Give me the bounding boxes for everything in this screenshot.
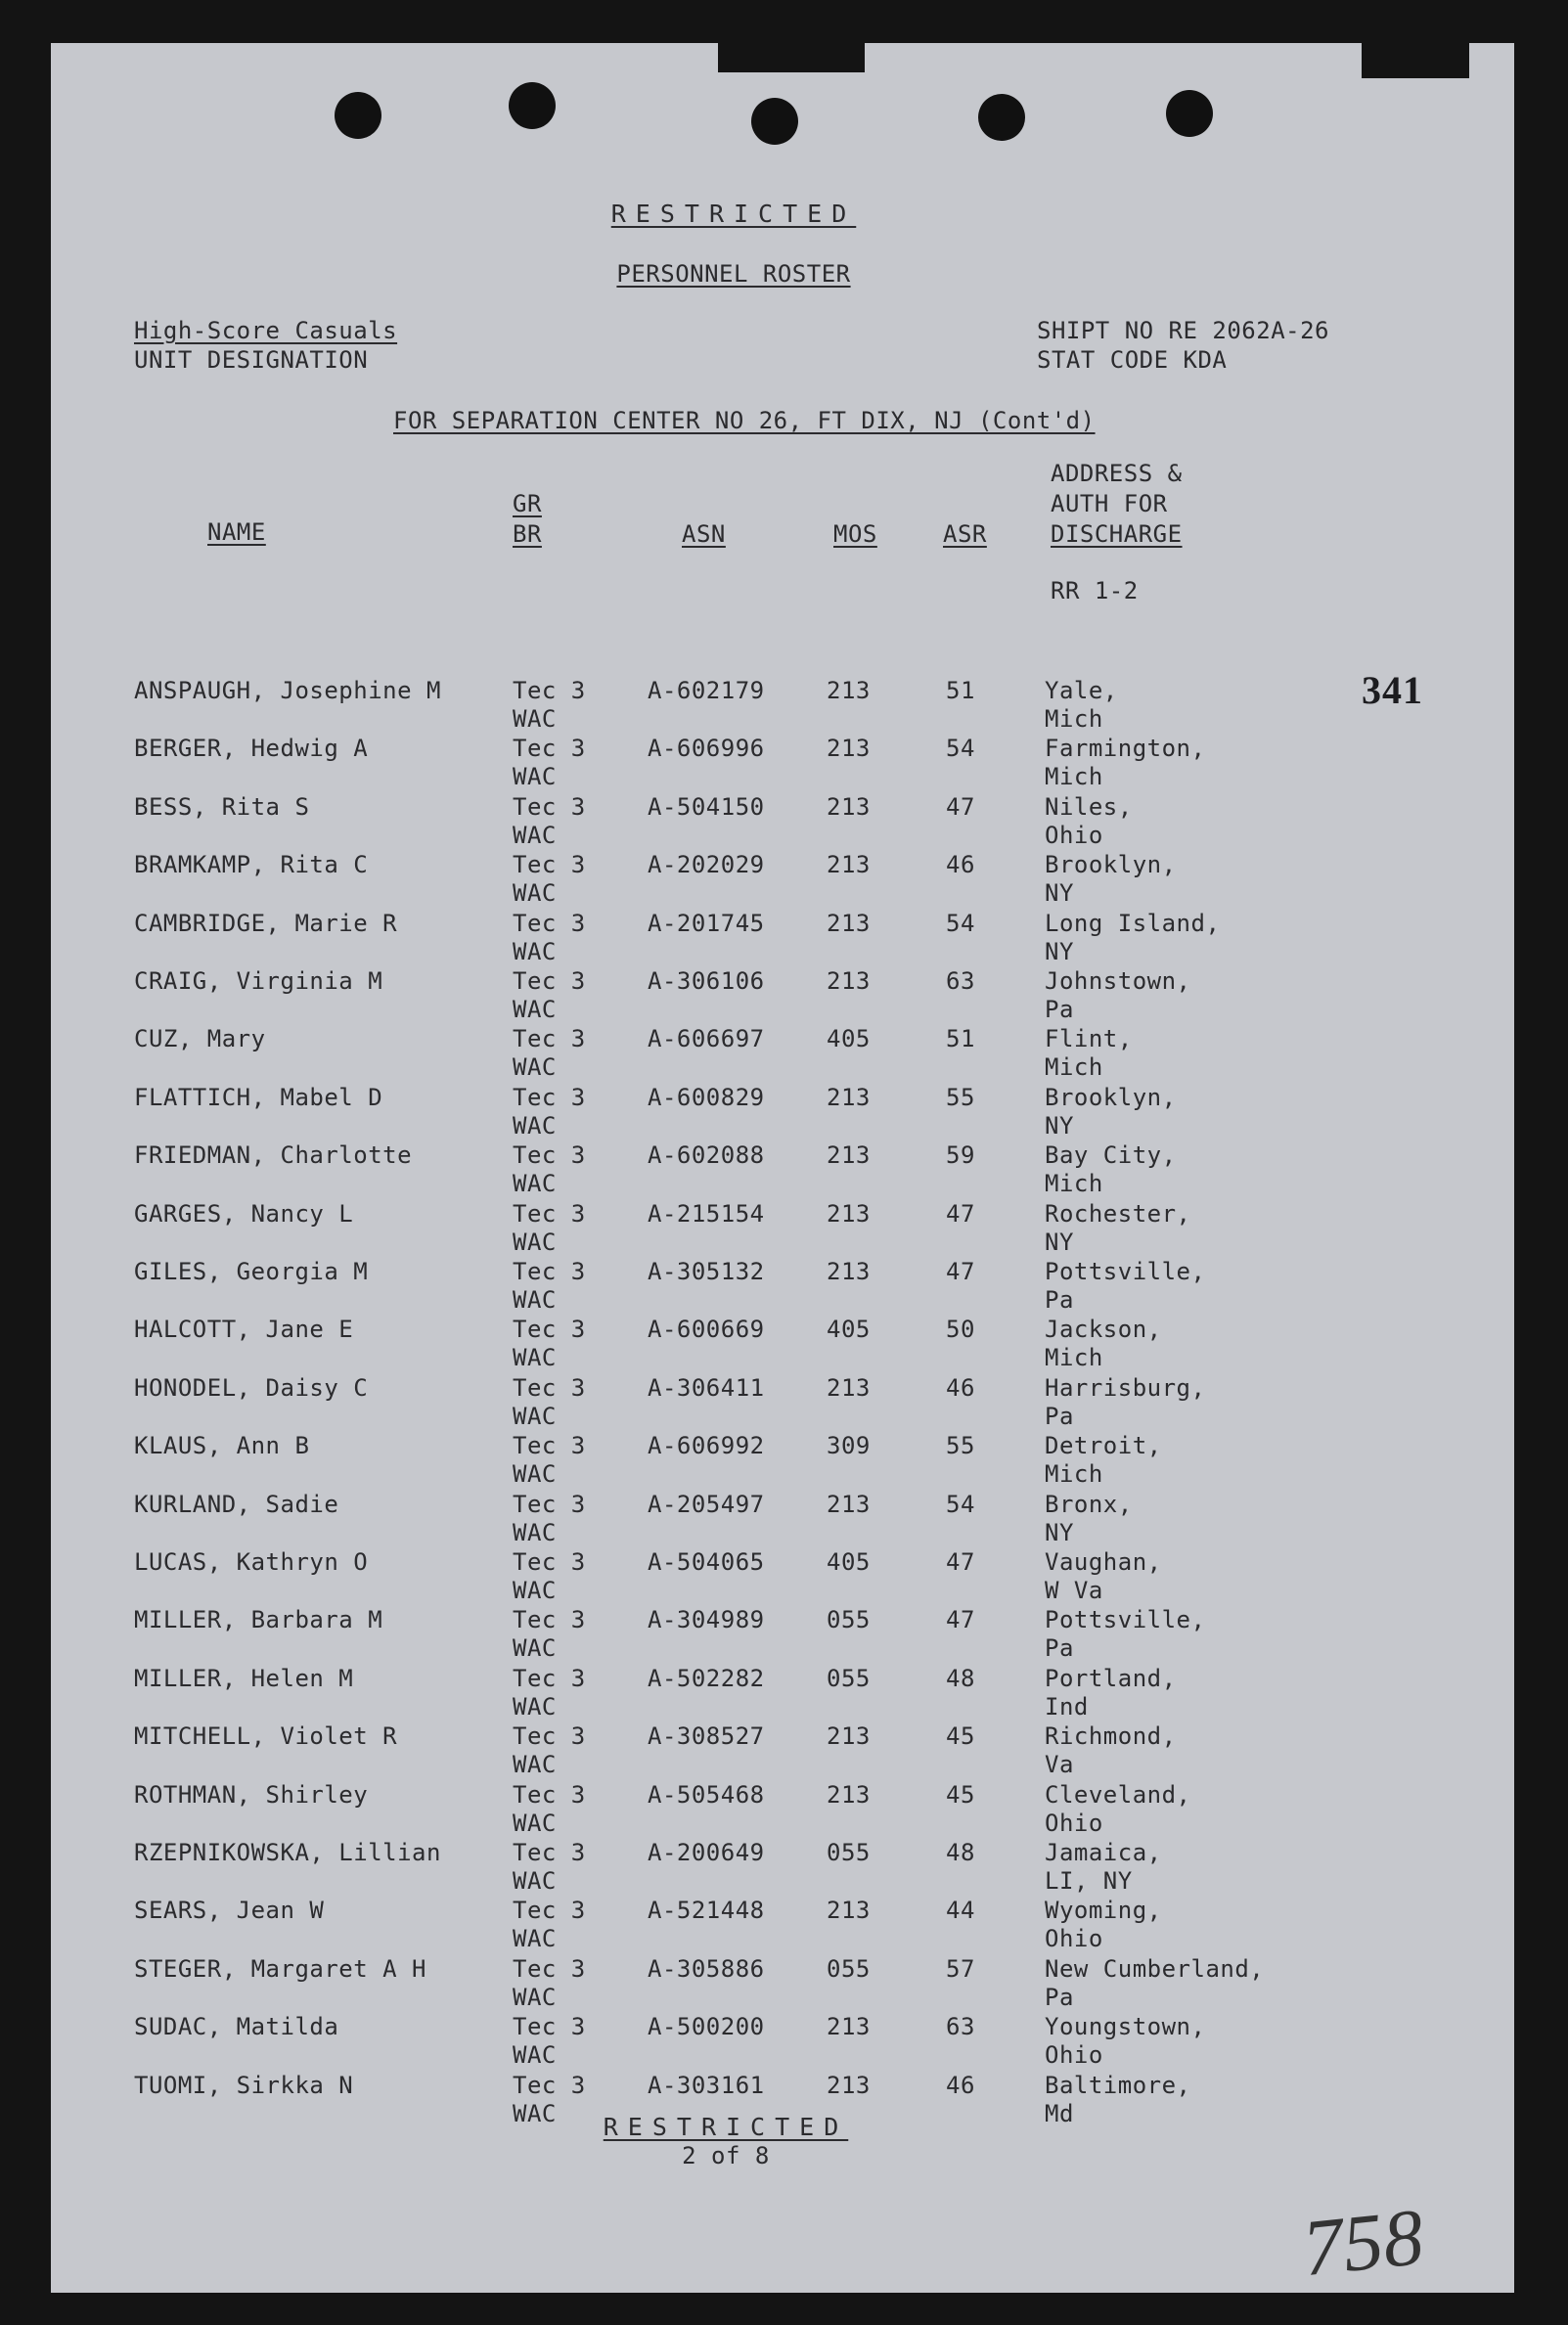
cell-branch: WAC xyxy=(513,1983,557,2011)
cell-asr: 44 xyxy=(946,1897,975,1925)
cell-state: NY xyxy=(1045,1228,1074,1256)
col-header-gr: GR xyxy=(513,490,542,517)
cell-grade: Tec 3 xyxy=(513,1839,586,1866)
cell-branch: WAC xyxy=(513,763,557,791)
cell-state: Ohio xyxy=(1045,1809,1103,1837)
cell-mos: 405 xyxy=(827,1316,871,1344)
table-row xyxy=(51,1141,1514,1200)
table-row xyxy=(51,735,1514,793)
cell-mos: 213 xyxy=(827,1141,871,1170)
cell-asn: A-500200 xyxy=(648,2013,765,2041)
cell-grade: Tec 3 xyxy=(513,1316,586,1344)
cell-state: Ind xyxy=(1045,1692,1089,1721)
cell-asr: 45 xyxy=(946,1780,975,1809)
cell-name: LUCAS, Kathryn O xyxy=(134,1548,369,1576)
table-row xyxy=(51,1025,1514,1084)
cell-name: MITCHELL, Violet R xyxy=(134,1722,398,1751)
cell-asr: 47 xyxy=(946,1258,975,1285)
cell-mos: 213 xyxy=(827,677,871,704)
cell-branch: WAC xyxy=(513,2041,557,2070)
cell-asn: A-305132 xyxy=(648,1258,765,1285)
cell-state: Ohio xyxy=(1045,2041,1103,2070)
cell-grade: Tec 3 xyxy=(513,1722,586,1751)
cell-city: Johnstown, xyxy=(1045,967,1191,995)
cell-mos: 213 xyxy=(827,1083,871,1111)
cell-mos: 213 xyxy=(827,2071,871,2099)
cell-name: HONODEL, Daisy C xyxy=(134,1373,369,1402)
cell-name: ANSPAUGH, Josephine M xyxy=(134,677,441,704)
cell-city: Cleveland, xyxy=(1045,1780,1191,1809)
table-row xyxy=(51,1491,1514,1549)
cell-state: LI, NY xyxy=(1045,1867,1133,1895)
cell-mos: 055 xyxy=(827,1839,871,1866)
cell-state: Pa xyxy=(1045,996,1074,1023)
cell-asr: 54 xyxy=(946,909,975,937)
col-header-br: BR xyxy=(513,520,542,548)
cell-asn: A-504150 xyxy=(648,792,765,821)
cell-branch: WAC xyxy=(513,1286,557,1314)
cell-mos: 213 xyxy=(827,1199,871,1228)
cell-branch: WAC xyxy=(513,1228,557,1256)
cell-asn: A-215154 xyxy=(648,1199,765,1228)
table-row xyxy=(51,967,1514,1026)
cell-mos: 213 xyxy=(827,1258,871,1285)
cell-name: RZEPNIKOWSKA, Lillian xyxy=(134,1839,441,1866)
cell-branch: WAC xyxy=(513,1809,557,1837)
cell-grade: Tec 3 xyxy=(513,1606,586,1634)
cell-state: Pa xyxy=(1045,1286,1074,1314)
cell-grade: Tec 3 xyxy=(513,1490,586,1518)
cell-grade: Tec 3 xyxy=(513,2013,586,2041)
cell-state: NY xyxy=(1045,1518,1074,1546)
cell-name: MILLER, Helen M xyxy=(134,1664,354,1692)
table-row xyxy=(51,793,1514,852)
cell-city: Brooklyn, xyxy=(1045,1083,1177,1111)
cell-asr: 50 xyxy=(946,1316,975,1344)
cell-asn: A-201745 xyxy=(648,909,765,937)
stat-code: STAT CODE KDA xyxy=(1037,346,1228,374)
cell-asn: A-303161 xyxy=(648,2071,765,2099)
cell-grade: Tec 3 xyxy=(513,1432,586,1460)
cell-grade: Tec 3 xyxy=(513,851,586,879)
cell-mos: 213 xyxy=(827,851,871,879)
cell-branch: WAC xyxy=(513,996,557,1023)
cell-asn: A-305886 xyxy=(648,1954,765,1983)
cell-mos: 213 xyxy=(827,2013,871,2041)
cell-city: Bay City, xyxy=(1045,1141,1177,1170)
table-row xyxy=(51,677,1514,736)
cell-branch: WAC xyxy=(513,1170,557,1198)
cell-asr: 46 xyxy=(946,1373,975,1402)
cell-grade: Tec 3 xyxy=(513,1258,586,1285)
cell-asn: A-306106 xyxy=(648,967,765,995)
cell-state: NY xyxy=(1045,1111,1074,1140)
cell-mos: 213 xyxy=(827,1490,871,1518)
cell-name: HALCOTT, Jane E xyxy=(134,1316,354,1344)
cell-asn: A-202029 xyxy=(648,851,765,879)
col-header-asr: ASR xyxy=(943,520,987,548)
cell-grade: Tec 3 xyxy=(513,677,586,704)
cell-grade: Tec 3 xyxy=(513,2071,586,2099)
cell-mos: 213 xyxy=(827,967,871,995)
cell-name: ROTHMAN, Shirley xyxy=(134,1780,369,1809)
unit-designation-label: UNIT DESIGNATION xyxy=(134,346,369,374)
table-row xyxy=(51,1432,1514,1491)
cell-grade: Tec 3 xyxy=(513,1083,586,1111)
table-row xyxy=(51,1722,1514,1781)
cell-asn: A-600829 xyxy=(648,1083,765,1111)
cell-city: Brooklyn, xyxy=(1045,851,1177,879)
cell-city: New Cumberland, xyxy=(1045,1954,1265,1983)
cell-branch: WAC xyxy=(513,705,557,733)
cell-name: BESS, Rita S xyxy=(134,792,310,821)
stamped-number: 341 xyxy=(1362,668,1423,712)
table-row xyxy=(51,1084,1514,1142)
cell-asn: A-505468 xyxy=(648,1780,765,1809)
cell-state: Mich xyxy=(1045,1344,1103,1372)
cell-asn: A-504065 xyxy=(648,1548,765,1576)
cell-asn: A-304989 xyxy=(648,1606,765,1634)
cell-city: Rochester, xyxy=(1045,1199,1191,1228)
cell-city: Flint, xyxy=(1045,1025,1133,1053)
cell-name: BERGER, Hedwig A xyxy=(134,735,369,763)
cell-asr: 54 xyxy=(946,735,975,763)
cell-asn: A-308527 xyxy=(648,1722,765,1751)
cell-branch: WAC xyxy=(513,1867,557,1895)
cell-mos: 213 xyxy=(827,792,871,821)
cell-state: NY xyxy=(1045,937,1074,965)
cell-asn: A-502282 xyxy=(648,1664,765,1692)
cell-state: Mich xyxy=(1045,705,1103,733)
cell-mos: 213 xyxy=(827,1897,871,1925)
cell-asn: A-205497 xyxy=(648,1490,765,1518)
cell-mos: 213 xyxy=(827,1722,871,1751)
table-row xyxy=(51,2013,1514,2072)
cell-mos: 405 xyxy=(827,1548,871,1576)
cell-asn: A-602088 xyxy=(648,1141,765,1170)
cell-name: SUDAC, Matilda xyxy=(134,2013,339,2041)
col-header-address-2: AUTH FOR xyxy=(1051,490,1168,517)
cell-state: Mich xyxy=(1045,1460,1103,1489)
cell-name: GILES, Georgia M xyxy=(134,1258,369,1285)
table-row xyxy=(51,1781,1514,1840)
cell-state: Ohio xyxy=(1045,821,1103,849)
table-row xyxy=(51,1606,1514,1665)
cell-asn: A-600669 xyxy=(648,1316,765,1344)
cell-mos: 309 xyxy=(827,1432,871,1460)
cell-branch: WAC xyxy=(513,1344,557,1372)
cell-state: Va xyxy=(1045,1751,1074,1779)
col-header-asn: ASN xyxy=(682,520,726,548)
cell-name: BRAMKAMP, Rita C xyxy=(134,851,369,879)
cell-asr: 57 xyxy=(946,1954,975,1983)
cell-mos: 405 xyxy=(827,1025,871,1053)
cell-state: Pa xyxy=(1045,1983,1074,2011)
cell-branch: WAC xyxy=(513,1402,557,1430)
torn-edge-top-right xyxy=(1362,43,1469,78)
cell-branch: WAC xyxy=(513,1751,557,1779)
cell-asn: A-606996 xyxy=(648,735,765,763)
cell-grade: Tec 3 xyxy=(513,1780,586,1809)
table-row xyxy=(51,851,1514,910)
cell-asr: 45 xyxy=(946,1722,975,1751)
cell-city: Wyoming, xyxy=(1045,1897,1162,1925)
cell-branch: WAC xyxy=(513,1111,557,1140)
cell-city: Detroit, xyxy=(1045,1432,1162,1460)
cell-branch: WAC xyxy=(513,937,557,965)
cell-asn: A-606992 xyxy=(648,1432,765,1460)
cell-name: CRAIG, Virginia M xyxy=(134,967,383,995)
table-row xyxy=(51,1839,1514,1898)
col-header-name: NAME xyxy=(207,518,266,546)
cell-branch: WAC xyxy=(513,2099,557,2127)
cell-asr: 46 xyxy=(946,851,975,879)
cell-asn: A-602179 xyxy=(648,677,765,704)
cell-city: Richmond, xyxy=(1045,1722,1177,1751)
cell-name: CUZ, Mary xyxy=(134,1025,266,1053)
cell-city: Yale, xyxy=(1045,677,1118,704)
cell-grade: Tec 3 xyxy=(513,1199,586,1228)
cell-grade: Tec 3 xyxy=(513,1548,586,1576)
cell-grade: Tec 3 xyxy=(513,1373,586,1402)
cell-asr: 47 xyxy=(946,1606,975,1634)
cell-asr: 51 xyxy=(946,677,975,704)
cell-branch: WAC xyxy=(513,1634,557,1663)
cell-city: Jackson, xyxy=(1045,1316,1162,1344)
table-row xyxy=(51,1258,1514,1317)
punch-hole xyxy=(751,98,798,145)
cell-asr: 47 xyxy=(946,1199,975,1228)
cell-grade: Tec 3 xyxy=(513,792,586,821)
cell-state: Mich xyxy=(1045,763,1103,791)
table-row xyxy=(51,1548,1514,1607)
table-row xyxy=(51,1200,1514,1259)
cell-asr: 63 xyxy=(946,2013,975,2041)
cell-branch: WAC xyxy=(513,1925,557,1953)
punch-hole xyxy=(509,82,556,129)
cell-branch: WAC xyxy=(513,1053,557,1082)
cell-city: Farmington, xyxy=(1045,735,1206,763)
cell-name: GARGES, Nancy L xyxy=(134,1199,354,1228)
col-header-address-3: DISCHARGE xyxy=(1051,520,1183,548)
cell-asn: A-606697 xyxy=(648,1025,765,1053)
cell-name: FRIEDMAN, Charlotte xyxy=(134,1141,413,1170)
cell-city: Baltimore, xyxy=(1045,2071,1191,2099)
cell-grade: Tec 3 xyxy=(513,909,586,937)
cell-asr: 54 xyxy=(946,1490,975,1518)
cell-name: TUOMI, Sirkka N xyxy=(134,2071,354,2099)
cell-grade: Tec 3 xyxy=(513,967,586,995)
cell-mos: 213 xyxy=(827,735,871,763)
document-title: PERSONNEL ROSTER xyxy=(616,260,851,288)
table-row xyxy=(51,1316,1514,1374)
cell-city: Bronx, xyxy=(1045,1490,1133,1518)
cell-asr: 48 xyxy=(946,1839,975,1866)
separation-center-line: FOR SEPARATION CENTER NO 26, FT DIX, NJ (Cont'd) xyxy=(393,407,1096,434)
col-header-mos: MOS xyxy=(833,520,877,548)
cell-state: NY xyxy=(1045,879,1074,908)
punch-hole xyxy=(335,92,381,139)
cell-name: STEGER, Margaret A H xyxy=(134,1954,426,1983)
classification-footer: RESTRICTED xyxy=(603,2113,849,2141)
cell-asr: 48 xyxy=(946,1664,975,1692)
cell-asr: 47 xyxy=(946,792,975,821)
cell-city: Portland, xyxy=(1045,1664,1177,1692)
cell-asr: 55 xyxy=(946,1432,975,1460)
cell-name: SEARS, Jean W xyxy=(134,1897,325,1925)
cell-state: Pa xyxy=(1045,1402,1074,1430)
cell-grade: Tec 3 xyxy=(513,1954,586,1983)
document-page xyxy=(51,43,1514,2293)
cell-asr: 47 xyxy=(946,1548,975,1576)
cell-branch: WAC xyxy=(513,1518,557,1546)
cell-grade: Tec 3 xyxy=(513,1141,586,1170)
cell-asr: 51 xyxy=(946,1025,975,1053)
cell-grade: Tec 3 xyxy=(513,1025,586,1053)
cell-name: KLAUS, Ann B xyxy=(134,1432,310,1460)
cell-city: Jamaica, xyxy=(1045,1839,1162,1866)
page-number: 2 of 8 xyxy=(682,2142,770,2169)
cell-branch: WAC xyxy=(513,879,557,908)
table-row xyxy=(51,1665,1514,1723)
cell-branch: WAC xyxy=(513,1577,557,1604)
cell-branch: WAC xyxy=(513,1692,557,1721)
cell-city: Niles, xyxy=(1045,792,1133,821)
cell-mos: 055 xyxy=(827,1954,871,1983)
discharge-authority: RR 1-2 xyxy=(1051,577,1139,604)
cell-branch: WAC xyxy=(513,1460,557,1489)
punch-hole xyxy=(978,94,1025,141)
cell-grade: Tec 3 xyxy=(513,1897,586,1925)
cell-city: Pottsville, xyxy=(1045,1606,1206,1634)
col-header-address-1: ADDRESS & xyxy=(1051,460,1183,487)
cell-city: Vaughan, xyxy=(1045,1548,1162,1576)
table-row xyxy=(51,1955,1514,2014)
cell-name: CAMBRIDGE, Marie R xyxy=(134,909,398,937)
cell-mos: 213 xyxy=(827,1373,871,1402)
cell-asn: A-521448 xyxy=(648,1897,765,1925)
cell-grade: Tec 3 xyxy=(513,735,586,763)
cell-asr: 59 xyxy=(946,1141,975,1170)
cell-mos: 055 xyxy=(827,1664,871,1692)
shipment-number: SHIPT NO RE 2062A-26 xyxy=(1037,317,1329,344)
cell-mos: 055 xyxy=(827,1606,871,1634)
cell-state: Pa xyxy=(1045,1634,1074,1663)
classification-header: RESTRICTED xyxy=(610,200,857,228)
table-row xyxy=(51,1897,1514,1955)
torn-edge-top-center xyxy=(718,43,865,72)
cell-asn: A-200649 xyxy=(648,1839,765,1866)
cell-branch: WAC xyxy=(513,821,557,849)
cell-city: Harrisburg, xyxy=(1045,1373,1206,1402)
handwritten-number: 758 xyxy=(1298,2191,1428,2294)
cell-state: Ohio xyxy=(1045,1925,1103,1953)
cell-name: FLATTICH, Mabel D xyxy=(134,1083,383,1111)
cell-grade: Tec 3 xyxy=(513,1664,586,1692)
unit-name: High-Score Casuals xyxy=(134,317,398,344)
cell-city: Youngstown, xyxy=(1045,2013,1206,2041)
cell-asn: A-306411 xyxy=(648,1373,765,1402)
table-row xyxy=(51,910,1514,968)
cell-asr: 63 xyxy=(946,967,975,995)
punch-hole xyxy=(1166,90,1213,137)
cell-city: Pottsville, xyxy=(1045,1258,1206,1285)
cell-name: MILLER, Barbara M xyxy=(134,1606,383,1634)
cell-state: Mich xyxy=(1045,1170,1103,1198)
cell-mos: 213 xyxy=(827,909,871,937)
cell-state: Mich xyxy=(1045,1053,1103,1082)
cell-asr: 55 xyxy=(946,1083,975,1111)
table-row xyxy=(51,1374,1514,1433)
cell-mos: 213 xyxy=(827,1780,871,1809)
cell-state: Md xyxy=(1045,2099,1074,2127)
cell-state: W Va xyxy=(1045,1577,1103,1604)
cell-asr: 46 xyxy=(946,2071,975,2099)
cell-name: KURLAND, Sadie xyxy=(134,1490,339,1518)
cell-city: Long Island, xyxy=(1045,909,1221,937)
